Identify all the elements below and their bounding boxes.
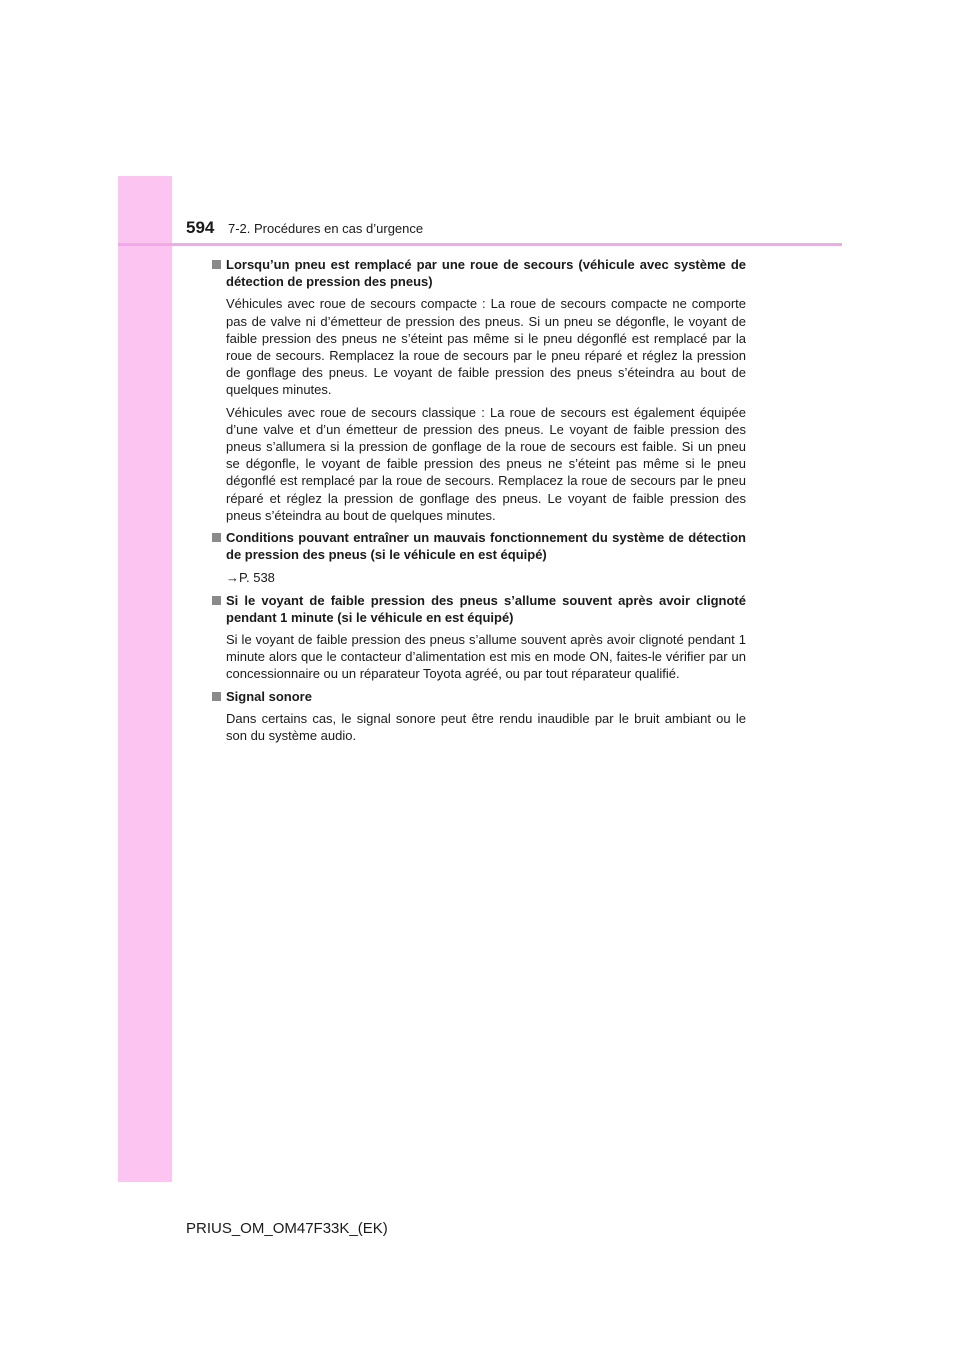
header-rule	[118, 243, 842, 246]
square-bullet-icon	[212, 260, 221, 269]
item-paragraph: Dans certains cas, le signal sonore peut être rendu inaudible par le bruit ambiant ou le son du système audio.	[226, 710, 746, 744]
square-bullet-icon	[212, 692, 221, 701]
square-bullet-icon	[212, 533, 221, 542]
square-bullet-icon	[212, 596, 221, 605]
page-content	[212, 256, 746, 749]
document-code: PRIUS_OM_OM47F33K_(EK)	[186, 1220, 388, 1237]
item-heading: Si le voyant de faible pression des pneus s’allume souvent après avoir clignoté pendant 1 minute (si le véhicule en est équipé)	[226, 592, 746, 625]
item-warning-light-blinking	[212, 592, 746, 683]
item-paragraph: Si le voyant de faible pression des pneus s’allume souvent après avoir clignoté pendant 1 minute alors que le contacteur d’alimentation est mis en mode ON, faites-le vérifier par un concessionnaire ou un réparateur Toyota agréé, ou par tout réparateur qualifié.	[226, 632, 746, 682]
item-heading: Lorsqu’un pneu est remplacé par une roue de secours (véhicule avec système de détection de pression des pneus)	[226, 257, 746, 290]
item-buzzer	[212, 688, 746, 745]
side-color-band	[118, 176, 172, 1182]
page-reference: →P. 538	[226, 570, 275, 586]
section-title: 7-2. Procédures en cas d’urgence	[228, 221, 424, 236]
item-paragraph: Véhicules avec roue de secours classique : La roue de secours est également équipée d’une valve et d’un émetteur de pression des pneus. Le voyant de faible pression des pneus s’allumera si la pression de gonflage de la roue de secours est faible. Si un pneu se dégonfle, le voyant de faible pression des pneus ne s’éteint pas même si le pneu dégonflé est remplacé par la roue de secours. Remplacez la roue de secours par le pneu réparé et réglez la pression de gonflage des pneus. Le voyant de faible pression des pneus s’éteindra au bout de quelques minutes.	[226, 404, 746, 523]
item-paragraph: Véhicules avec roue de secours compacte : La roue de secours compacte ne comporte pas de valve ni d’émetteur de pression des pneus. Si un pneu se dégonfle, le voyant de faible pression des pneus ne s’éteint pas même si le pneu dégonflé est remplacé par la roue de secours. Remplacez la roue de secours par le pneu réparé et réglez la pression de gonflage des pneus. Le voyant de faible pression des pneus s’éteindra au bout de quelques minutes.	[226, 296, 746, 398]
item-heading: Signal sonore	[226, 688, 312, 704]
item-spare-tire-replacement	[212, 256, 746, 524]
page-number: 594	[186, 218, 215, 237]
item-heading: Conditions pouvant entraîner un mauvais fonctionnement du système de détection de pression des pneus (si le véhicule en est équipé)	[226, 530, 746, 563]
item-malfunction-conditions	[212, 529, 746, 587]
